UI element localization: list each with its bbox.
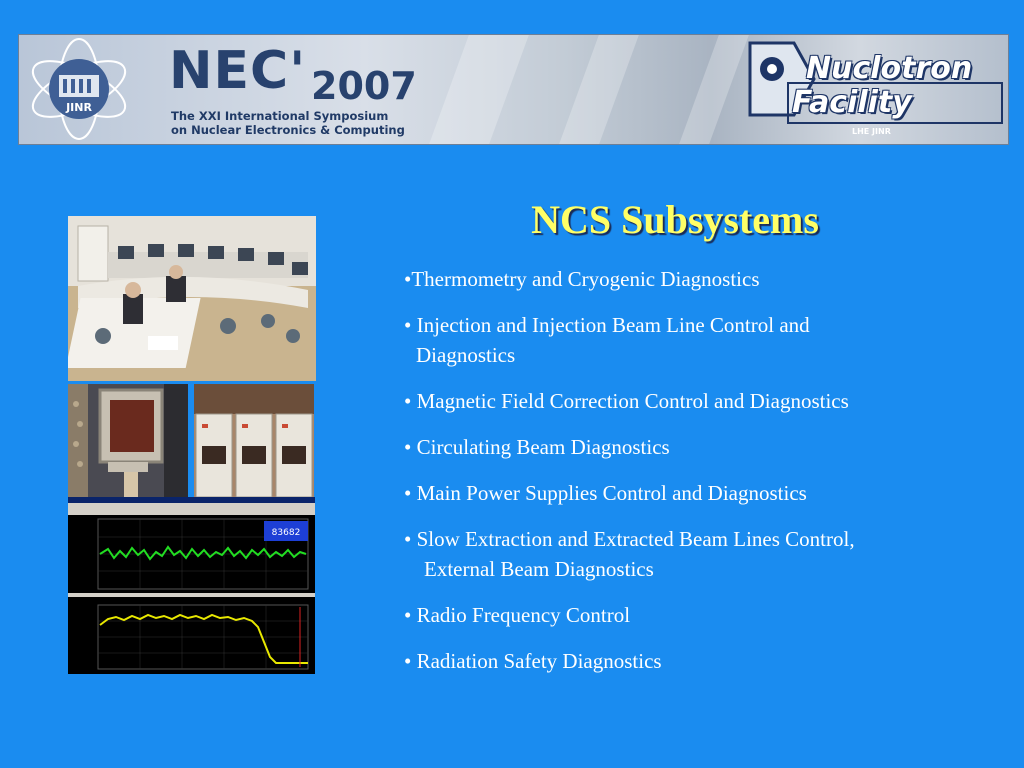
list-item: • Slow Extraction and Extracted Beam Lines Control, External Beam Diagnostics: [404, 527, 855, 581]
conference-title: NEC': [169, 41, 307, 101]
list-item: • Main Power Supplies Control and Diagnostics: [404, 481, 807, 505]
conference-subtitle-line2: on Nuclear Electronics & Computing: [171, 123, 405, 137]
diagnostics-screen-photo: [68, 497, 315, 674]
facility-text: Facility: [792, 85, 912, 120]
slide-title: NCS Subsystems: [531, 197, 819, 242]
list-item: • Injection and Injection Beam Line Control and Diagnostics: [404, 313, 810, 367]
screen-counter: 83682: [271, 528, 301, 538]
list-item: •Thermometry and Cryogenic Diagnostics: [404, 267, 760, 291]
electronics-racks-photo: [194, 384, 314, 497]
nuclotron-logo: [748, 39, 1006, 139]
conference-banner: [18, 34, 1009, 145]
list-item: • Radio Frequency Control: [404, 603, 631, 627]
jinr-logo: [21, 37, 141, 141]
lhe-jinr-text: LHE JINR: [852, 127, 891, 136]
list-item: • Radiation Safety Diagnostics: [404, 649, 662, 673]
subsystems-list: [404, 264, 994, 692]
jinr-logo-text: JINR: [66, 101, 92, 114]
detector-photo: [68, 384, 188, 498]
control-room-photo: [68, 216, 316, 381]
list-item: • Magnetic Field Correction Control and Diagnostics: [404, 389, 849, 413]
conference-year: 2007: [311, 64, 417, 108]
conference-subtitle-line1: The XXI International Symposium: [171, 109, 389, 123]
nuclotron-text: Nuclotron: [806, 51, 973, 86]
conference-subtitle: [171, 109, 431, 137]
list-item: • Circulating Beam Diagnostics: [404, 435, 670, 459]
